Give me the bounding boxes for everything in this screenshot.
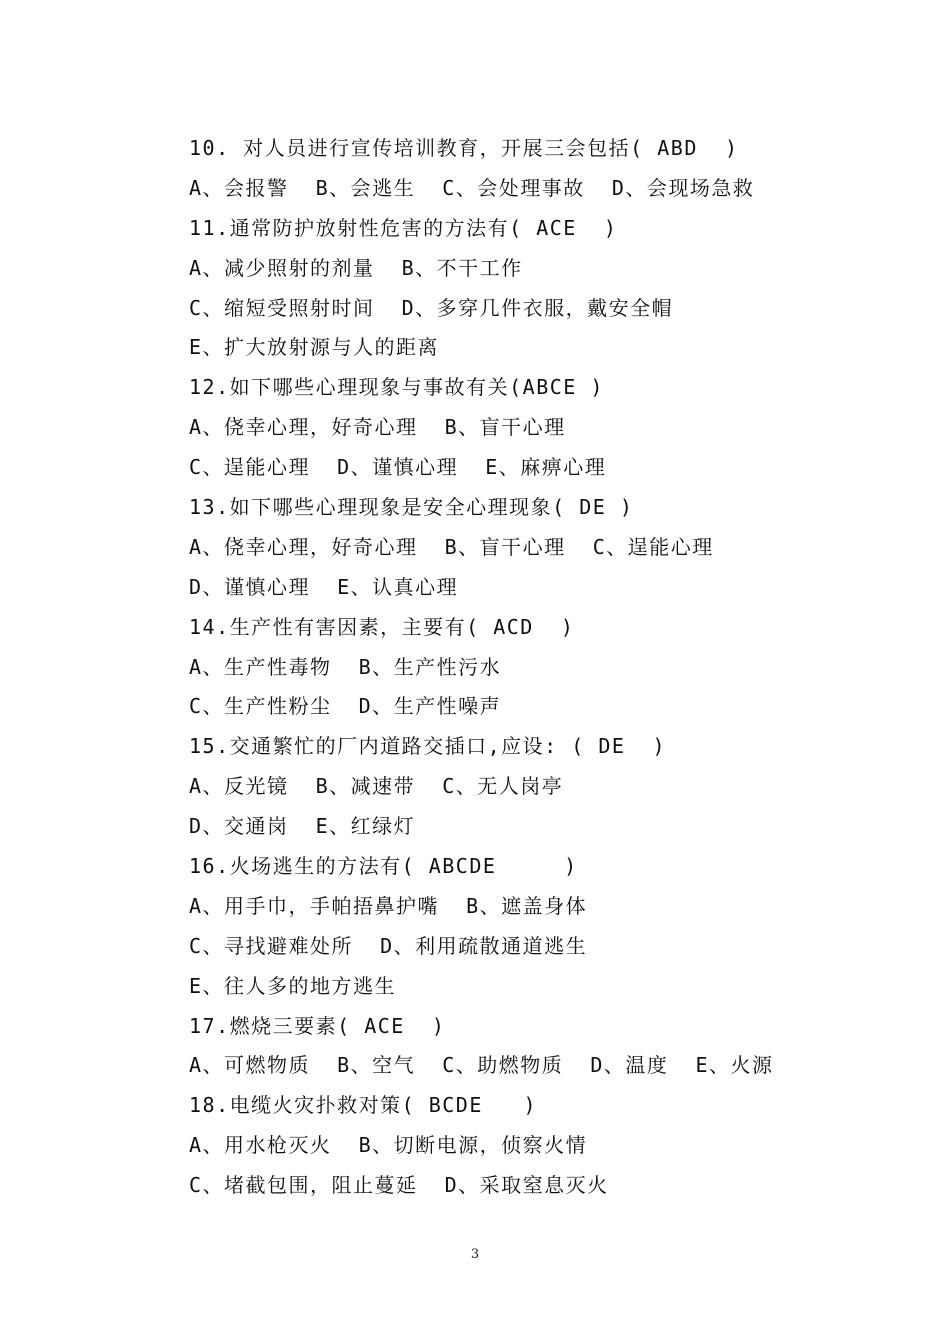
question-11-options-line-2: C、缩短受照射时间 D、多穿几件衣服，戴安全帽 [189, 295, 674, 320]
question-17-options: A、可燃物质 B、空气 C、助燃物质 D、温度 E、火源 [189, 1053, 774, 1078]
question-16-options-line-2: C、寻找避难处所 D、利用疏散通道逃生 [189, 933, 588, 958]
page-number: 3 [470, 1247, 480, 1262]
question-13-title: 13.如下哪些心理现象是安全心理现象( DE ) [189, 495, 634, 520]
question-10-title: 10. 对人员进行宣传培训教育，开展三会包括( ABD ) [189, 136, 739, 160]
question-12-options-line-2: C、逞能心理 D、谨慎心理 E、麻痹心理 [189, 455, 607, 480]
question-18-title: 18.电缆火灾扑救对策( BCDE ) [189, 1093, 538, 1118]
question-11-options-line-1: A、减少照射的剂量 B、不干工作 [189, 255, 523, 280]
question-14-title: 14.生产性有害因素，主要有( ACD ) [189, 614, 575, 639]
question-18-options-line-1: A、用水枪灭火 B、切断电源，侦察火情 [189, 1133, 588, 1158]
question-13-options-line-1: A、侥幸心理，好奇心理 B、盲干心理 C、逞能心理 [189, 534, 714, 559]
question-list [189, 133, 889, 1210]
question-15-options-line-2: D、交通岗 E、红绿灯 [189, 814, 416, 839]
question-16-options-line-3: E、往人多的地方逃生 [189, 973, 397, 998]
question-17-title: 17.燃烧三要素( ACE ) [189, 1013, 446, 1038]
question-16-options-line-1: A、用手巾，手帕捂鼻护嘴 B、遮盖身体 [189, 893, 588, 918]
question-11-title: 11.通常防护放射性危害的方法有( ACE ) [189, 215, 618, 240]
question-11-options-line-3: E、扩大放射源与人的距离 [189, 335, 440, 360]
question-16-title: 16.火场逃生的方法有( ABCDE ) [189, 854, 578, 879]
question-10-options: A、会报警 B、会逃生 C、会处理事故 D、会现场急救 [189, 175, 755, 200]
question-12-title: 12.如下哪些心理现象与事故有关(ABCE ) [189, 375, 604, 400]
question-13-options-line-2: D、谨慎心理 E、认真心理 [189, 574, 459, 599]
question-15-title: 15.交通繁忙的厂内道路交插口,应设: ( DE ) [189, 734, 667, 759]
question-14-options-line-2: C、生产性粉尘 D、生产性噪声 [189, 694, 502, 719]
question-18-options-line-2: C、堵截包围，阻止蔓延 D、采取窒息灭火 [189, 1173, 609, 1198]
question-14-options-line-1: A、生产性毒物 B、生产性污水 [189, 654, 502, 679]
question-15-options-line-1: A、反光镜 B、减速带 C、无人岗亭 [189, 774, 564, 799]
question-12-options-line-1: A、侥幸心理，好奇心理 B、盲干心理 [189, 415, 566, 440]
